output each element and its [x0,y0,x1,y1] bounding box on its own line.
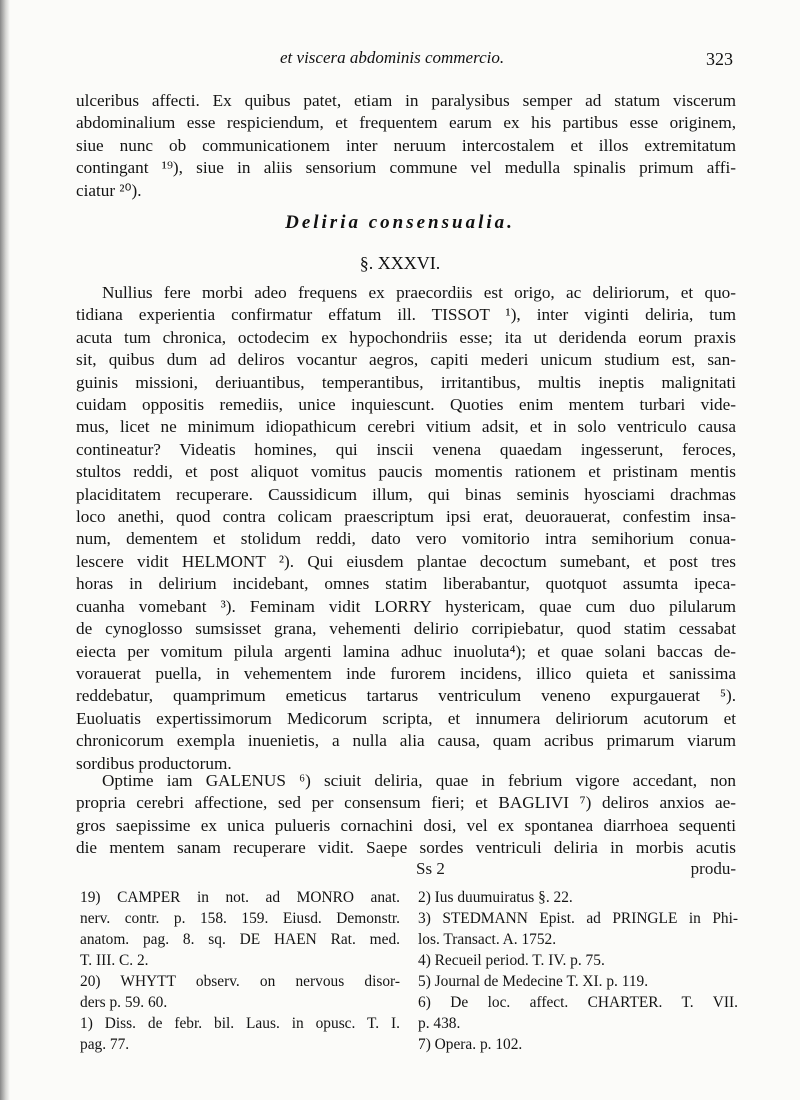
footnote-line: los. Transact. A. 1752. [418,931,557,948]
section-number: §. XXXVI. [359,253,441,273]
text-line: contineatur? Videatis homines, qui inscii venena quaedam ingesserunt, feroces, [76,439,736,459]
running-head: et viscera abdominis commercio. [280,48,505,67]
footnote-line: p. 438. [418,1015,461,1032]
text-line: cuanha vomebant ³). Feminam vidit LORRY hystericam, quae cum duo pilularum [76,596,736,616]
text-line: acuta tum chronica, octodecim ex hypochondriis esse; ita ut deridenda eorum praxis [76,327,736,347]
footnote-line: 19) CAMPER in not. ad MONRO anat. [80,889,400,906]
text-line: mus, licet ne minimum idiopathicum cerebri vitium adsit, et in solo ventriculo causa [76,417,736,437]
footnote-line: pag. 77. [80,1036,130,1053]
binding-shadow [0,0,10,1100]
text-line: ciatur ²⁰). [76,180,142,200]
footnote-line: 3) STEDMANN Epist. ad PRINGLE in Phi- [418,910,738,927]
footnote-line: 6) De loc. affect. CHARTER. T. VII. [418,994,738,1011]
footnote-line: 2) Ius duumuiratus §. 22. [418,889,573,906]
footnotes-left [80,887,400,1055]
text-line: horas in delirium incidebant, omnes statim liberabantur, quotquot assumta ipeca- [76,574,736,594]
footnote-line: anatom. pag. 8. sq. DE HAEN Rat. med. [80,931,400,948]
text-line: sordibus productorum. [76,753,232,773]
section-title: Deliria consensualia. [285,212,515,233]
text-line: Optime iam GALENUS ⁶) sciuit deliria, quae in febrium vigore accedant, non [102,771,736,790]
text-line: tidiana experientia confirmatur effatum ill. TISSOT ¹), inter viginti deliria, tum [76,305,736,325]
text-line: gros saepissime ex unica pulueris cornachini dosi, vel ex spontanea diarrhoea sequenti [76,815,736,835]
footnote-line: nerv. contr. p. 158. 159. Eiusd. Demonstr. [80,910,400,927]
signature-mark: Ss 2 [416,859,445,878]
text-line: loco anethi, quod contra colicam praescriptum ipsi erat, deuorauerat, confestim insa- [76,507,736,527]
text-line: sit, quibus dum ad deliros vocantur aegros, capiti mederi unicum studium est, san- [76,350,736,370]
text-line: ulceribus affecti. Ex quibus patet, etiam in paralysibus semper ad statum viscerum [76,91,736,110]
text-line: guinis missioni, deriuantibus, temperantibus, irritantibus, multis ineptis malignitati [76,372,736,392]
text-line: num, dementem et stolidum reddi, dato vero vomitorio intra semihorium conua- [76,529,736,549]
text-line: cuidam oppositis remediis, unice inquiescunt. Quoties enim mentem turbari vide- [76,395,736,415]
text-line: siue nunc ob communicationem inter neruum intercostalem et illos extremitatum [76,135,736,155]
signature-line [76,859,736,881]
main-paragraph [76,282,736,775]
footnote-line: 4) Recueil period. T. IV. p. 75. [418,952,605,969]
text-line: stultos reddi, et post aliquot vomitus paucis momentis rationem et pristinam mentis [76,462,736,482]
footnote-line: ders p. 59. 60. [80,994,168,1011]
intro-paragraph [76,90,736,202]
text-line: de cynoglosso sumsisset grana, vehementi delirio corripiebatur, quod statim cessabat [76,619,736,639]
text-line: reddebatur, quamprimum emeticus tartarus ventriculum veneno expurgauerat ⁵). [76,686,736,706]
footnote-line: 5) Journal de Medecine T. XI. p. 119. [418,973,649,990]
second-paragraph [76,770,736,860]
footnote-line: T. III. C. 2. [80,952,149,969]
page-number: 323 [706,49,733,69]
text-line: contingant ¹⁹), siue in aliis sensorium commune vel medulla spinalis primum affi- [76,158,736,178]
text-line: lescere vidit HELMONT ²). Qui eiusdem plantae decoctum sumebant, et post tres [76,551,736,571]
catchword: produ- [690,859,736,878]
footnote-line: 20) WHYTT observ. on nervous disor- [80,973,400,990]
text-line: vorauerat puella, in vehementem inde furorem incidens, illico quieta et sanissima [76,663,736,683]
text-line: abdominalium esse respiciendum, et frequentem earum ex his partibus esse originem, [76,113,736,133]
text-line: chronicorum exempla inuenietis, a nulla alia causa, quam acribus primarum viarum [76,731,736,751]
text-line: Nullius fere morbi adeo frequens ex praecordiis est origo, ac deliriorum, et quo- [102,283,736,302]
text-line: Euoluatis expertissimorum Medicorum scripta, et innumera deliriorum acutorum et [76,708,736,728]
footnotes-right [418,887,738,1055]
footnote-line: 7) Opera. p. 102. [418,1036,523,1053]
text-line: placiditatem recuperare. Caussidicum illum, qui binas seminis hyosciami drachmas [76,484,736,504]
text-line: die mentem sanam recuperare vidit. Saepe sordes ventriculi deliria in morbis acutis [76,838,736,858]
footnote-line: 1) Diss. de febr. bil. Laus. in opusc. T. I. [80,1015,400,1032]
text-line: eiecta per vomitum pilula argenti lamina adhuc inuoluta⁴); et quae solani baccas de- [76,641,736,661]
text-line: propria cerebri affectione, sed per consensum fieri; et BAGLIVI ⁷) deliros anxios ae- [76,793,736,813]
